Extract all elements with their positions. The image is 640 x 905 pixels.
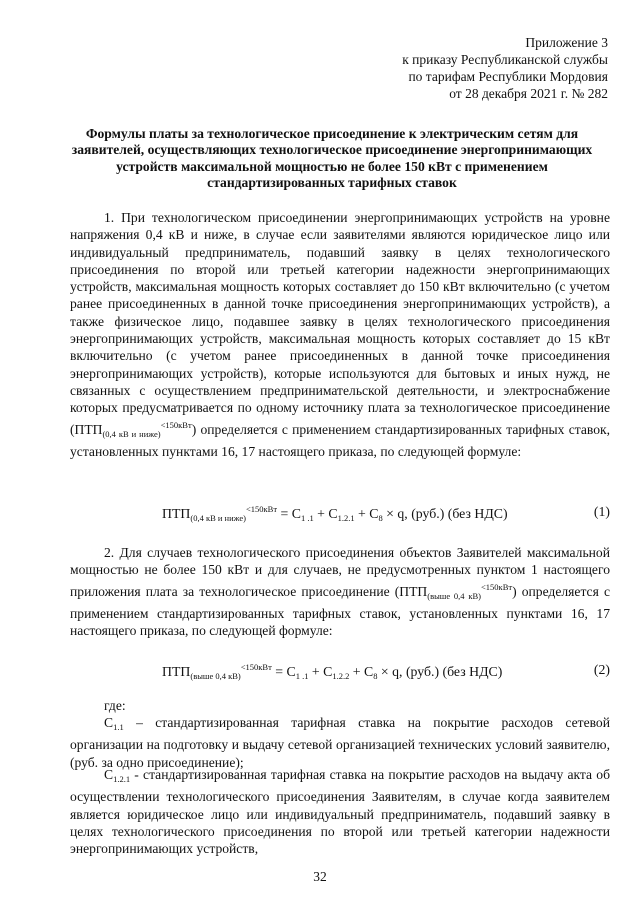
appendix-header — [288, 34, 608, 102]
formula-2-term-b-sub: 1.2.2 — [332, 671, 350, 681]
formula-2 — [70, 662, 610, 682]
formula-1-term-c: + С — [354, 506, 379, 521]
formula-2-term-a: = С — [271, 664, 296, 679]
definition-c11-subscript: 1.1 — [113, 722, 124, 732]
definition-c121-symbol: С — [104, 767, 114, 782]
definition-c121-subscript: 1.2.1 — [113, 774, 131, 784]
formula-1-term-a: = С — [277, 506, 301, 521]
definition-c11-text: – стандартизированная тарифная ставка на покрытие расходов сетевой организации на подготовку и выдачу сетевой организацией технических условий заявителю, (руб. за одно присоединение); — [70, 715, 610, 770]
formula-1 — [70, 504, 610, 524]
paragraph-1-text-a: 1. При технологическом присоединении энергопринимающих устройств на уровне напряжения 0,4 кВ и ниже, в случае если заявителями являются юридическое лицо или индивидуальный предприниматель, подавший заявку в целях технологического присоединения по второй или третьей категории надежности энергопринимающих устройств, максимальная мощность которых составляет до 150 кВт включительно (с учетом ранее присоединенных в данной точке присоединения энергопринимающих устройств), а также физическое лицо, подавшее заявку в целях технологического присоединения энергопринимающих устройств, максимальная мощность которых составляет до 15 кВт включительно (с учетом ранее присоединенных в данной точке присоединения энергопринимающих устройств), которые используются для бытовых и иных нужд, не связанных с осуществлением предпринимательской деятельности, и электроснабжение которых предусматривается по одному источнику плата за технологическое присоединение (ПТП — [70, 210, 610, 437]
formula-2-term-b: + С — [308, 664, 333, 679]
definition-c11 — [70, 714, 610, 771]
document-title: Формулы платы за технологическое присоединение к электрическим сетям для заявителей, осуществляющих технологическое присоединение энергопринимающих устройств максимальной мощностью не более 150 кВт с применением стандартизированных тарифных ставок — [71, 126, 593, 190]
where-label: где: — [104, 698, 126, 713]
formula-2-number: (2) — [593, 662, 610, 677]
paragraph-2-text-b: ) определяется с применением стандартизированных тарифных ставок, установленных пунктами 16, 17 настоящего приказа, по следующей формуле: — [70, 583, 610, 639]
formula-1-lhs: ПТП — [162, 506, 191, 521]
formula-1-lhs-sub: (0,4 кВ и ниже) — [190, 513, 246, 523]
formula-1-expression — [162, 504, 508, 523]
formula-1-lhs-sup: <150кВт — [246, 504, 278, 514]
paragraph-2 — [70, 544, 610, 639]
paragraph-1-subscript: (0,4 кВ и ниже) — [102, 428, 161, 439]
paragraph-2-text-a: 2. Для случаев технологического присоединения объектов Заявителей максимальной мощностью не более 150 кВт и для случаев, не предусмотренных пунктом 1 настоящего приложения плата за технологическое присоединение (ПТП — [70, 545, 610, 599]
formula-2-lhs: ПТП — [162, 664, 191, 679]
definition-c121 — [70, 766, 610, 857]
formula-1-number: (1) — [593, 504, 610, 519]
paragraph-2-superscript: <150кВт — [481, 581, 513, 592]
formula-2-expression — [162, 662, 502, 681]
definition-c121-text: - стандартизированная тарифная ставка на покрытие расходов на выдачу акта об осуществлении технологического присоединения Заявителям, в случае когда заявителем является юридическое лицо или индивидуальный предприниматель, подавший заявку в целях технологического присоединения по второй или третьей категории надежности энергопринимающих устройств, — [70, 767, 610, 857]
header-line-1: Приложение 3 — [525, 35, 608, 50]
formula-1-term-a-sub: 1 .1 — [300, 513, 314, 523]
formula-1-term-c-sub: 8 — [378, 513, 383, 523]
formula-2-term-c: + С — [349, 664, 374, 679]
paragraph-2-subscript: (выше 0,4 кВ) — [427, 590, 482, 601]
formula-1-term-b-sub: 1.2.1 — [337, 513, 355, 523]
definition-c11-symbol: С — [104, 715, 114, 730]
header-line-4: от 28 декабря 2021 г. № 282 — [449, 86, 608, 101]
formula-2-term-a-sub: 1 .1 — [295, 671, 309, 681]
paragraph-1-superscript: <150кВт — [160, 419, 192, 430]
page-number: 32 — [313, 869, 327, 884]
formula-2-lhs-sub: (выше 0,4 кВ) — [190, 671, 241, 681]
formula-1-term-b: + С — [313, 506, 338, 521]
formula-2-lhs-sup: <150кВт — [240, 662, 272, 672]
formula-1-term-d: × q, (руб.) (без НДС) — [382, 506, 508, 521]
paragraph-1 — [70, 209, 610, 460]
paragraph-1-text-b: ) определяется с применением стандартизированных тарифных ставок, установленных пунктами 16, 17 настоящего приказа, по следующей формуле: — [70, 421, 611, 459]
formula-2-term-c-sub: 8 — [373, 671, 378, 681]
formula-2-term-d: × q, (руб.) (без НДС) — [377, 664, 503, 679]
header-line-2: к приказу Республиканской службы — [402, 52, 608, 67]
header-line-3: по тарифам Республики Мордовия — [408, 69, 608, 84]
